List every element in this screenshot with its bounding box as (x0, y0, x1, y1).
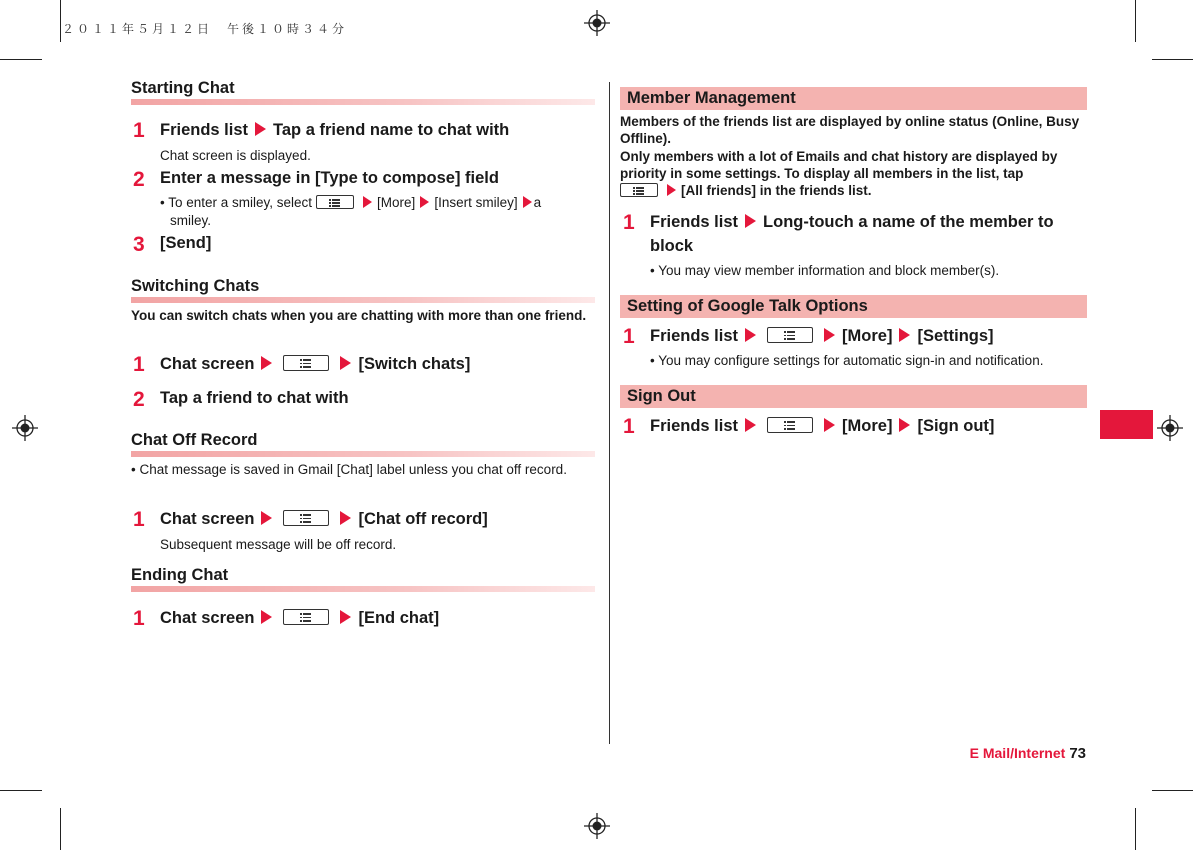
step-number: 1 (133, 119, 145, 142)
intro-part: [All friends] in the friends list. (681, 183, 872, 198)
right-arrow-icon (745, 328, 756, 342)
note-part: a (533, 195, 542, 210)
heading-talk-options: Setting of Google Talk Options (620, 295, 1087, 318)
right-arrow-icon (340, 356, 351, 370)
step-number: 1 (623, 325, 635, 348)
heading-ending-chat: Ending Chat (131, 566, 229, 584)
heading-rule (131, 451, 595, 457)
right-arrow-icon (255, 122, 266, 136)
step-number: 1 (133, 353, 145, 376)
step-part: [More] (842, 327, 893, 345)
heading-sign-out: Sign Out (620, 385, 1087, 408)
right-arrow-icon (824, 418, 835, 432)
step-note: • You may view member information and block member(s). (650, 263, 1000, 278)
crop-mark (1152, 790, 1193, 791)
step-number: 2 (133, 388, 145, 411)
heading-rule (131, 586, 595, 592)
print-timestamp: ２０１１年５月１２日 午後１０時３４分 (62, 22, 348, 36)
menu-key-icon (620, 183, 658, 197)
step-instruction: Tap a friend to chat with (160, 389, 349, 407)
note-part: smiley. (170, 213, 212, 228)
page-number: 73 (1069, 745, 1086, 762)
column-divider (609, 82, 610, 744)
step-part: [Switch chats] (358, 355, 471, 373)
registration-mark-icon (12, 415, 38, 441)
heading-switching-chats: Switching Chats (131, 277, 260, 295)
right-arrow-icon (899, 328, 910, 342)
step-part: Friends list (650, 327, 739, 345)
menu-key-icon (316, 195, 354, 209)
page-footer (970, 745, 1086, 762)
crop-mark (0, 790, 42, 791)
step-note: Subsequent message will be off record. (160, 537, 397, 552)
right-arrow-icon (420, 196, 429, 208)
right-arrow-icon (899, 418, 910, 432)
step-part: [More] (842, 417, 893, 435)
registration-mark-icon (584, 10, 610, 36)
step-instruction (160, 510, 488, 529)
note-part: • To enter a smiley, select (160, 195, 313, 210)
step-part: Friends list (650, 417, 739, 435)
heading-starting-chat: Starting Chat (131, 79, 235, 97)
menu-key-icon (283, 609, 329, 625)
step-note: Chat screen is displayed. (160, 148, 311, 163)
menu-key-icon (767, 327, 813, 343)
step-number: 1 (623, 211, 635, 234)
step-number: 3 (133, 233, 145, 256)
right-arrow-icon (745, 418, 756, 432)
note-part: [Insert smiley] (434, 195, 518, 210)
right-arrow-icon (363, 196, 372, 208)
step-note: • You may configure settings for automatic sign-in and notification. (650, 353, 1044, 368)
section-intro: Members of the friends list are displayed by online status (Online, Busy Offline). (620, 114, 1080, 146)
right-arrow-icon (340, 610, 351, 624)
step-instruction: Enter a message in [Type to compose] field (160, 169, 499, 187)
step-instruction (650, 327, 994, 346)
step-part: Chat screen (160, 609, 255, 627)
heading-member-management: Member Management (620, 87, 1087, 110)
step-number: 1 (133, 607, 145, 630)
right-arrow-icon (261, 511, 272, 525)
step-part: Friends list (160, 121, 249, 139)
step-part: [End chat] (358, 609, 440, 627)
step-part: [Chat off record] (358, 510, 488, 528)
right-arrow-icon (261, 356, 272, 370)
step-part: Chat screen (160, 355, 255, 373)
step-part: [Settings] (917, 327, 994, 345)
step-instruction (160, 609, 439, 628)
step-part: [Sign out] (917, 417, 995, 435)
step-part: Tap a friend name to chat with (273, 121, 510, 139)
intro-part: Only members with a lot of Emails and chat history are displayed by priority in some settings. To display all members in the list, tap (620, 149, 1058, 181)
step-number: 1 (623, 415, 635, 438)
section-intro: You can switch chats when you are chatting with more than one friend. (131, 308, 587, 323)
menu-key-icon (767, 417, 813, 433)
heading-chat-off-record: Chat Off Record (131, 431, 258, 449)
crop-mark (0, 59, 42, 60)
step-instruction (160, 355, 470, 374)
registration-mark-icon (584, 813, 610, 839)
menu-key-icon (283, 510, 329, 526)
heading-rule (131, 99, 595, 105)
step-part: Friends list (650, 213, 739, 231)
right-arrow-icon (824, 328, 835, 342)
step-instruction (650, 210, 1090, 258)
step-number: 2 (133, 168, 145, 191)
right-arrow-icon (745, 214, 756, 228)
step-part: Long-touch a name of the member to block (650, 213, 1054, 255)
crop-mark (60, 808, 61, 850)
step-part: Chat screen (160, 510, 255, 528)
step-instruction (650, 417, 994, 436)
note-part: [More] (377, 195, 416, 210)
section-intro (620, 148, 1087, 199)
step-number: 1 (133, 508, 145, 531)
right-arrow-icon (261, 610, 272, 624)
step-instruction: [Send] (160, 234, 212, 252)
right-arrow-icon (667, 184, 676, 196)
step-note (160, 194, 596, 230)
menu-key-icon (283, 355, 329, 371)
heading-rule (131, 297, 595, 303)
right-arrow-icon (523, 196, 532, 208)
section-note: • Chat message is saved in Gmail [Chat] label unless you chat off record. (131, 462, 567, 477)
crop-mark (1135, 0, 1136, 42)
footer-section: E Mail/Internet (969, 745, 1066, 761)
crop-mark (60, 0, 61, 42)
registration-mark-icon (1157, 415, 1183, 441)
step-instruction (160, 121, 509, 140)
chapter-tab (1100, 410, 1153, 439)
right-arrow-icon (340, 511, 351, 525)
crop-mark (1135, 808, 1136, 850)
crop-mark (1152, 59, 1193, 60)
